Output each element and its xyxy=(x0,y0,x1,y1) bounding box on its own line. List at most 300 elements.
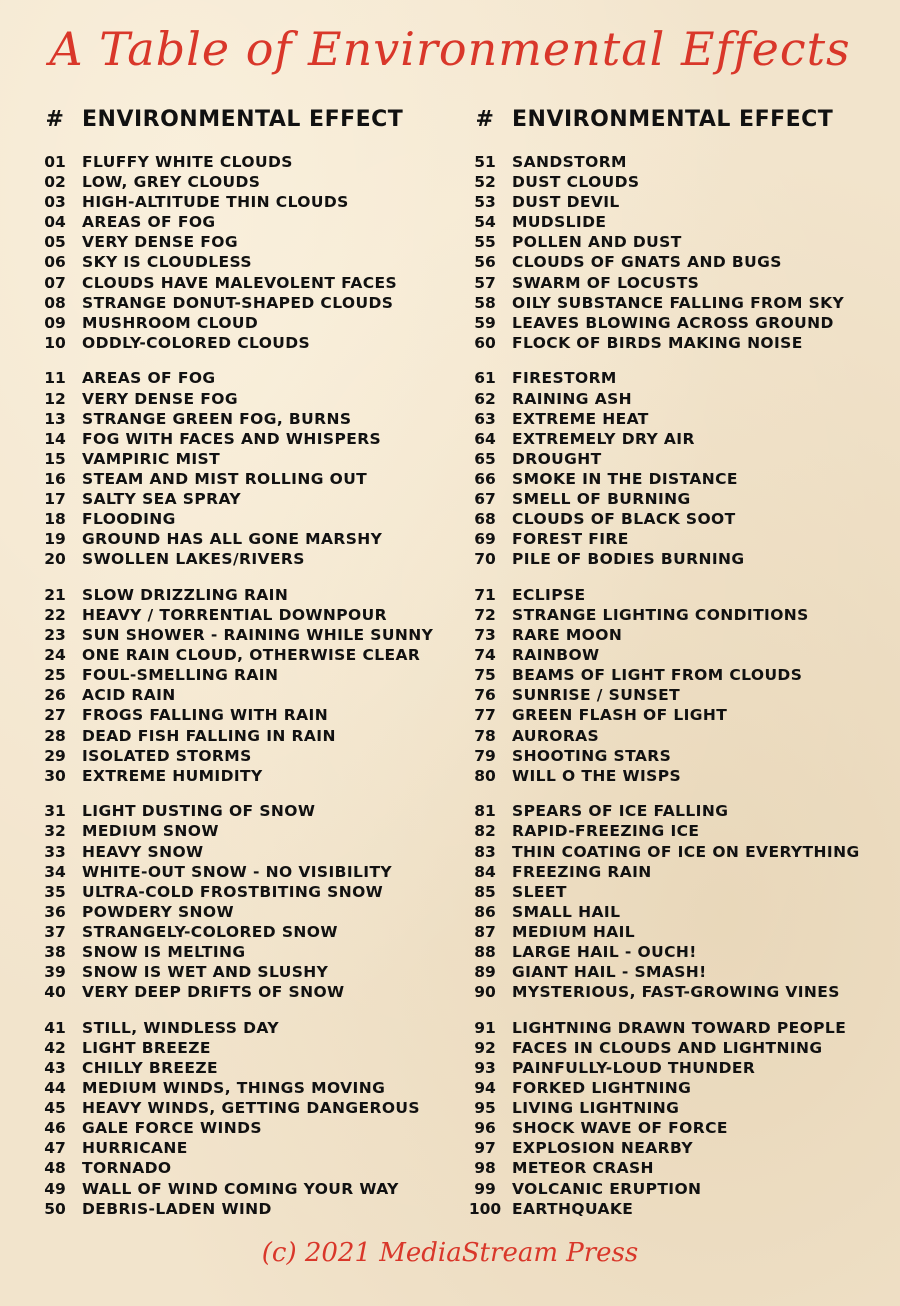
entry-group xyxy=(28,152,458,353)
entry-number: 28 xyxy=(44,726,66,745)
entry-number: 50 xyxy=(44,1199,66,1218)
table-row xyxy=(28,1118,458,1138)
entry-number: 19 xyxy=(44,530,66,549)
entry-group xyxy=(458,801,888,1002)
table-row xyxy=(28,1199,458,1219)
entry-number: 98 xyxy=(474,1159,496,1178)
entry-effect: LOW, GREY CLOUDS xyxy=(82,173,261,192)
table-row xyxy=(458,821,888,841)
entry-number: 96 xyxy=(474,1119,496,1138)
entry-effect: RAINBOW xyxy=(512,646,600,665)
entry-effect: MUSHROOM CLOUD xyxy=(82,313,259,332)
entry-effect: BEAMS OF LIGHT FROM CLOUDS xyxy=(512,666,803,685)
table-row xyxy=(28,1098,458,1118)
table-row xyxy=(458,585,888,605)
entry-number: 20 xyxy=(44,550,66,569)
entry-number: 88 xyxy=(474,942,496,961)
table-row xyxy=(28,862,458,882)
entry-effect: EXPLOSION NEARBY xyxy=(512,1139,693,1158)
entry-effect: EXTREMELY DRY AIR xyxy=(512,429,695,448)
entry-number: 86 xyxy=(474,902,496,921)
entry-number: 29 xyxy=(44,746,66,765)
table-row xyxy=(28,549,458,569)
table-row xyxy=(28,429,458,449)
entry-number: 92 xyxy=(474,1038,496,1057)
table-row xyxy=(28,1179,458,1199)
table-row xyxy=(458,962,888,982)
table-row xyxy=(458,705,888,725)
entry-effect: DROUGHT xyxy=(512,449,602,468)
header-number: # xyxy=(475,106,495,132)
entry-effect: LIGHT DUSTING OF SNOW xyxy=(82,802,316,821)
table-row xyxy=(28,529,458,549)
entry-number: 73 xyxy=(474,626,496,645)
entry-effect: GALE FORCE WINDS xyxy=(82,1119,262,1138)
column-header xyxy=(458,104,888,134)
entry-number: 74 xyxy=(474,646,496,665)
entry-group xyxy=(28,368,458,569)
entry-number: 46 xyxy=(44,1119,66,1138)
table-row xyxy=(28,902,458,922)
entry-effect: DEAD FISH FALLING IN RAIN xyxy=(82,726,336,745)
table-row xyxy=(458,982,888,1002)
entry-effect: HEAVY WINDS, GETTING DANGEROUS xyxy=(82,1099,420,1118)
entry-effect: THIN COATING OF ICE ON EVERYTHING xyxy=(512,842,860,861)
table-row xyxy=(458,152,888,172)
entry-effect: CHILLY BREEZE xyxy=(82,1058,219,1077)
table-row xyxy=(458,1199,888,1219)
entry-groups xyxy=(28,152,458,1219)
entry-number: 48 xyxy=(44,1159,66,1178)
entry-number: 36 xyxy=(44,902,66,921)
entry-number: 02 xyxy=(44,173,66,192)
entry-effect: ACID RAIN xyxy=(82,686,176,705)
entry-group xyxy=(458,368,888,569)
entry-effect: HEAVY / TORRENTIAL DOWNPOUR xyxy=(82,605,387,624)
copyright-footer: (c) 2021 MediaStream Press xyxy=(261,1238,639,1268)
entry-number: 41 xyxy=(44,1018,66,1037)
entry-effect: SHOCK WAVE OF FORCE xyxy=(512,1119,728,1138)
entry-number: 95 xyxy=(474,1099,496,1118)
entry-number: 99 xyxy=(474,1179,496,1198)
entry-effect: SUNRISE / SUNSET xyxy=(512,686,681,705)
entry-effect: RARE MOON xyxy=(512,626,623,645)
entry-effect: GREEN FLASH OF LIGHT xyxy=(512,706,728,725)
table-row xyxy=(458,665,888,685)
table-row xyxy=(28,922,458,942)
entry-number: 10 xyxy=(44,333,66,352)
entry-effect: FOREST FIRE xyxy=(512,530,629,549)
entry-number: 59 xyxy=(474,313,496,332)
table-row xyxy=(28,705,458,725)
entry-effect: SWOLLEN LAKES/RIVERS xyxy=(82,550,305,569)
table-row xyxy=(28,409,458,429)
table-row xyxy=(28,172,458,192)
table-row xyxy=(458,409,888,429)
table-row xyxy=(28,293,458,313)
entry-effect: EARTHQUAKE xyxy=(512,1199,634,1218)
table-column-right xyxy=(458,104,888,1234)
table-row xyxy=(458,489,888,509)
entry-effect: WILL O THE WISPS xyxy=(512,766,682,785)
entry-effect: POLLEN AND DUST xyxy=(512,233,682,252)
entry-effect: SMOKE IN THE DISTANCE xyxy=(512,469,738,488)
entry-number: 90 xyxy=(474,983,496,1002)
table-row xyxy=(28,685,458,705)
entry-effect: FOG WITH FACES AND WHISPERS xyxy=(82,429,382,448)
entry-group xyxy=(28,1018,458,1219)
table-row xyxy=(28,801,458,821)
entry-effect: MYSTERIOUS, FAST-GROWING VINES xyxy=(512,983,840,1002)
table-row xyxy=(28,605,458,625)
table-row xyxy=(28,449,458,469)
entry-number: 62 xyxy=(474,389,496,408)
entry-number: 68 xyxy=(474,510,496,529)
table-row xyxy=(28,645,458,665)
table-row xyxy=(458,549,888,569)
entry-number: 52 xyxy=(474,173,496,192)
entry-number: 82 xyxy=(474,822,496,841)
entry-effect: MUDSLIDE xyxy=(512,213,607,232)
entry-effect: FIRESTORM xyxy=(512,369,617,388)
entry-effect: SMALL HAIL xyxy=(512,902,621,921)
entry-number: 100 xyxy=(468,1199,502,1218)
entry-effect: VERY DENSE FOG xyxy=(82,233,238,252)
entry-effect: DEBRIS-LADEN WIND xyxy=(82,1199,272,1218)
entry-effect: CLOUDS HAVE MALEVOLENT FACES xyxy=(82,273,398,292)
entry-number: 70 xyxy=(474,550,496,569)
table-row xyxy=(458,529,888,549)
table-row xyxy=(28,1038,458,1058)
entry-number: 72 xyxy=(474,605,496,624)
entry-effect: ECLIPSE xyxy=(512,585,586,604)
entry-effect: VERY DEEP DRIFTS OF SNOW xyxy=(82,983,345,1002)
table-row xyxy=(458,746,888,766)
entry-number: 30 xyxy=(44,766,66,785)
entry-number: 77 xyxy=(474,706,496,725)
entry-effect: VERY DENSE FOG xyxy=(82,389,238,408)
table-row xyxy=(28,746,458,766)
column-header xyxy=(28,104,458,134)
entry-effect: CLOUDS OF BLACK SOOT xyxy=(512,510,736,529)
entry-effect: FACES IN CLOUDS AND LIGHTNING xyxy=(512,1038,823,1057)
table-row xyxy=(458,212,888,232)
entry-number: 51 xyxy=(474,153,496,171)
entry-effect: STRANGE GREEN FOG, BURNS xyxy=(82,409,352,428)
entry-number: 53 xyxy=(474,193,496,212)
entry-number: 85 xyxy=(474,882,496,901)
entry-number: 33 xyxy=(44,842,66,861)
entry-number: 34 xyxy=(44,862,66,881)
entry-effect: FLOCK OF BIRDS MAKING NOISE xyxy=(512,333,803,352)
entry-number: 78 xyxy=(474,726,496,745)
table-row xyxy=(458,1118,888,1138)
entry-number: 26 xyxy=(44,686,66,705)
table-row xyxy=(28,273,458,293)
entry-effect: MEDIUM HAIL xyxy=(512,922,636,941)
table-row xyxy=(28,982,458,1002)
table-row xyxy=(458,1018,888,1038)
table-row xyxy=(458,429,888,449)
entry-effect: SALTY SEA SPRAY xyxy=(82,490,242,508)
entry-effect: AURORAS xyxy=(512,726,600,745)
entry-number: 49 xyxy=(44,1179,66,1198)
table-row xyxy=(458,801,888,821)
table-row xyxy=(28,1158,458,1178)
entry-group xyxy=(458,152,888,353)
entry-number: 23 xyxy=(44,626,66,645)
entry-number: 71 xyxy=(474,585,496,604)
entry-number: 83 xyxy=(474,842,496,861)
entry-number: 94 xyxy=(474,1079,496,1098)
table-row xyxy=(28,625,458,645)
entry-effect: FREEZING RAIN xyxy=(512,862,652,881)
entry-effect: STRANGE LIGHTING CONDITIONS xyxy=(512,605,809,624)
table-row xyxy=(458,1179,888,1199)
entry-effect: SWARM OF LOCUSTS xyxy=(512,273,700,292)
entry-number: 03 xyxy=(44,193,66,212)
table-row xyxy=(28,469,458,489)
entry-effect: ISOLATED STORMS xyxy=(82,746,252,765)
entry-number: 08 xyxy=(44,293,66,312)
table-row xyxy=(458,882,888,902)
entry-number: 18 xyxy=(44,510,66,529)
entry-effect: SNOW IS MELTING xyxy=(82,942,246,961)
entry-number: 25 xyxy=(44,666,66,685)
entry-effect: MEDIUM WINDS, THINGS MOVING xyxy=(82,1079,386,1098)
entry-effect: VAMPIRIC MIST xyxy=(82,449,221,468)
table-row xyxy=(458,685,888,705)
entry-effect: RAINING ASH xyxy=(512,389,633,408)
entry-effect: LEAVES BLOWING ACROSS GROUND xyxy=(512,313,834,332)
entry-effect: SLEET xyxy=(512,882,567,901)
entry-number: 31 xyxy=(44,802,66,821)
entry-number: 22 xyxy=(44,605,66,624)
entry-effect: HURRICANE xyxy=(82,1139,188,1158)
entry-number: 79 xyxy=(474,746,496,765)
entry-effect: PAINFULLY-LOUD THUNDER xyxy=(512,1058,756,1077)
header-number: # xyxy=(45,106,65,132)
entry-number: 24 xyxy=(44,646,66,665)
entry-effect: STEAM AND MIST ROLLING OUT xyxy=(82,469,368,488)
entry-number: 17 xyxy=(44,490,66,508)
table-row xyxy=(28,313,458,333)
table-row xyxy=(28,509,458,529)
entry-effect: OILY SUBSTANCE FALLING FROM SKY xyxy=(512,293,845,312)
entry-number: 32 xyxy=(44,822,66,841)
entry-effect: DUST DEVIL xyxy=(512,193,620,212)
table-row xyxy=(28,1018,458,1038)
entry-number: 27 xyxy=(44,706,66,725)
entry-groups xyxy=(458,152,888,1219)
table-row xyxy=(458,172,888,192)
entry-effect: FROGS FALLING WITH RAIN xyxy=(82,706,329,725)
entry-group xyxy=(458,585,888,786)
table-row xyxy=(458,273,888,293)
entry-effect: FORKED LIGHTNING xyxy=(512,1079,692,1098)
entry-number: 37 xyxy=(44,922,66,941)
entry-number: 47 xyxy=(44,1139,66,1158)
table-row xyxy=(458,469,888,489)
entry-number: 57 xyxy=(474,273,496,292)
entry-effect: FOUL-SMELLING RAIN xyxy=(82,666,279,685)
entry-number: 61 xyxy=(474,369,496,388)
entry-group xyxy=(28,801,458,1002)
entry-effect: ODDLY-COLORED CLOUDS xyxy=(82,333,311,352)
entry-effect: AREAS OF FOG xyxy=(82,369,216,388)
table-row xyxy=(458,726,888,746)
table-row xyxy=(28,192,458,212)
table-row xyxy=(28,152,458,172)
table-row xyxy=(28,232,458,252)
table-row xyxy=(458,313,888,333)
entry-effect: SNOW IS WET AND SLUSHY xyxy=(82,963,329,982)
entry-effect: ONE RAIN CLOUD, OTHERWISE CLEAR xyxy=(82,646,421,665)
entry-effect: FLOODING xyxy=(82,510,176,529)
entry-number: 64 xyxy=(474,429,496,448)
entry-number: 91 xyxy=(474,1018,496,1037)
table-row xyxy=(28,1058,458,1078)
entry-number: 13 xyxy=(44,409,66,428)
table-row xyxy=(458,625,888,645)
table-row xyxy=(458,389,888,409)
entry-number: 93 xyxy=(474,1058,496,1077)
table-row xyxy=(458,232,888,252)
entry-number: 81 xyxy=(474,802,496,821)
table-row xyxy=(458,942,888,962)
entry-effect: EXTREME HEAT xyxy=(512,409,649,428)
entry-number: 54 xyxy=(474,213,496,232)
table-row xyxy=(458,605,888,625)
table-row xyxy=(458,922,888,942)
entry-effect: ULTRA-COLD FROSTBITING SNOW xyxy=(82,882,384,901)
entry-effect: HIGH-ALTITUDE THIN CLOUDS xyxy=(82,193,349,212)
entry-number: 38 xyxy=(44,942,66,961)
entry-effect: SANDSTORM xyxy=(512,153,627,171)
table-row xyxy=(28,1138,458,1158)
entry-number: 06 xyxy=(44,253,66,272)
table-row xyxy=(458,449,888,469)
table-row xyxy=(28,942,458,962)
entry-effect: FLUFFY WHITE CLOUDS xyxy=(82,153,293,171)
entry-number: 39 xyxy=(44,963,66,982)
table-row xyxy=(458,1138,888,1158)
entry-effect: WALL OF WIND COMING YOUR WAY xyxy=(82,1179,399,1198)
entry-effect: STRANGELY-COLORED SNOW xyxy=(82,922,338,941)
table-row xyxy=(458,1078,888,1098)
entry-number: 21 xyxy=(44,585,66,604)
entry-effect: METEOR CRASH xyxy=(512,1159,654,1178)
table-row xyxy=(28,333,458,353)
table-row xyxy=(458,368,888,388)
table-row xyxy=(28,1078,458,1098)
entry-number: 60 xyxy=(474,333,496,352)
entry-effect: TORNADO xyxy=(82,1159,172,1178)
entry-number: 40 xyxy=(44,983,66,1002)
entry-number: 69 xyxy=(474,530,496,549)
table-row xyxy=(458,333,888,353)
table-row xyxy=(28,726,458,746)
entry-number: 75 xyxy=(474,666,496,685)
table-row xyxy=(28,665,458,685)
table-row xyxy=(28,766,458,786)
entry-number: 16 xyxy=(44,469,66,488)
entry-effect: SPEARS OF ICE FALLING xyxy=(512,802,729,821)
entry-effect: DUST CLOUDS xyxy=(512,173,640,192)
table-row xyxy=(458,509,888,529)
table-row xyxy=(458,192,888,212)
entry-effect: LIVING LIGHTNING xyxy=(512,1099,680,1118)
entry-effect: PILE OF BODIES BURNING xyxy=(512,550,745,569)
entry-effect: GROUND HAS ALL GONE MARSHY xyxy=(82,530,383,549)
entry-number: 11 xyxy=(44,369,66,388)
entry-number: 63 xyxy=(474,409,496,428)
table-row xyxy=(28,389,458,409)
table-row xyxy=(458,1058,888,1078)
table-column-left xyxy=(28,104,458,1234)
entry-effect: WHITE-OUT SNOW - NO VISIBILITY xyxy=(82,862,393,881)
entry-number: 07 xyxy=(44,273,66,292)
entry-number: 56 xyxy=(474,253,496,272)
entry-number: 58 xyxy=(474,293,496,312)
entry-effect: LIGHT BREEZE xyxy=(82,1038,211,1057)
table-row xyxy=(28,368,458,388)
table-row xyxy=(28,212,458,232)
entry-number: 45 xyxy=(44,1099,66,1118)
table-row xyxy=(458,842,888,862)
page-title: A Table of Environmental Effects xyxy=(49,22,851,76)
entry-number: 97 xyxy=(474,1139,496,1158)
entry-number: 04 xyxy=(44,213,66,232)
entry-number: 12 xyxy=(44,389,66,408)
table-row xyxy=(458,252,888,272)
table-row xyxy=(458,293,888,313)
table-row xyxy=(458,1158,888,1178)
entry-number: 42 xyxy=(44,1038,66,1057)
entry-number: 43 xyxy=(44,1058,66,1077)
entry-number: 76 xyxy=(474,686,496,705)
table-row xyxy=(28,489,458,509)
entry-number: 15 xyxy=(44,449,66,468)
entry-group xyxy=(28,585,458,786)
table-row xyxy=(28,585,458,605)
entry-effect: STRANGE DONUT-SHAPED CLOUDS xyxy=(82,293,394,312)
entry-effect: VOLCANIC ERUPTION xyxy=(512,1179,702,1198)
entry-number: 14 xyxy=(44,429,66,448)
entry-effect: SUN SHOWER - RAINING WHILE SUNNY xyxy=(82,626,434,645)
entry-effect: GIANT HAIL - SMASH! xyxy=(512,963,707,982)
entry-effect: LIGHTNING DRAWN TOWARD PEOPLE xyxy=(512,1018,847,1037)
entry-effect: SHOOTING STARS xyxy=(512,746,672,765)
entry-number: 05 xyxy=(44,233,66,252)
entry-effect: RAPID-FREEZING ICE xyxy=(512,822,700,841)
entry-effect: MEDIUM SNOW xyxy=(82,822,219,841)
entry-effect: SMELL OF BURNING xyxy=(512,490,691,508)
table-row xyxy=(458,902,888,922)
table-row xyxy=(28,252,458,272)
entry-effect: SKY IS CLOUDLESS xyxy=(82,253,252,272)
table-row xyxy=(458,766,888,786)
entry-number: 67 xyxy=(474,490,496,508)
entry-number: 87 xyxy=(474,922,496,941)
entry-effect: LARGE HAIL - OUCH! xyxy=(512,942,697,961)
table-row xyxy=(458,645,888,665)
entry-number: 89 xyxy=(474,963,496,982)
header-label: ENVIRONMENTAL EFFECT xyxy=(82,106,404,132)
entry-number: 35 xyxy=(44,882,66,901)
table-row xyxy=(28,962,458,982)
entry-number: 66 xyxy=(474,469,496,488)
